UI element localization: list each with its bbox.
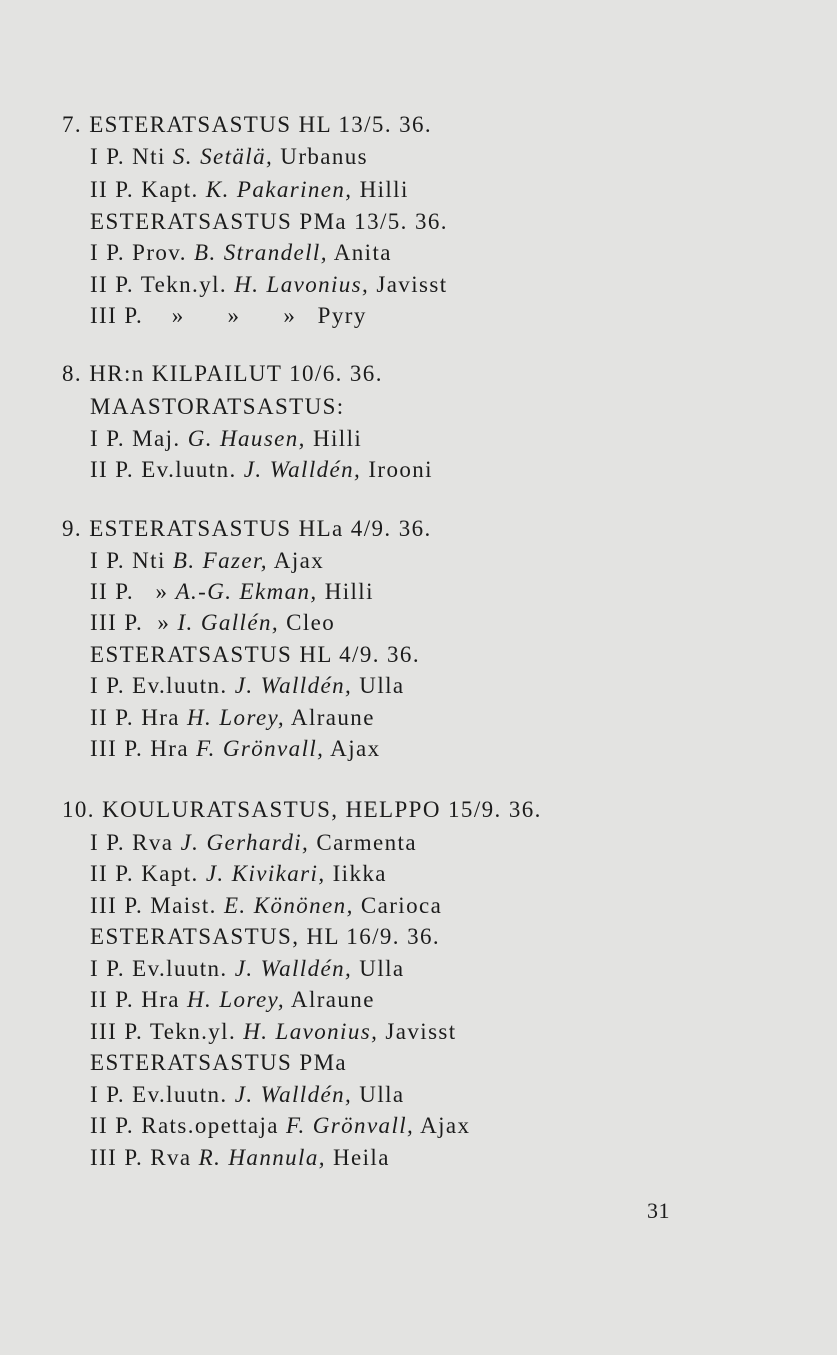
result-line (90, 208, 448, 236)
result-line (90, 578, 374, 606)
rider-name: B. Fazer, (172, 548, 268, 573)
rider-name: H. Lorey, (187, 705, 286, 730)
line-text: I P. Nti (90, 144, 173, 169)
result-line (90, 302, 367, 330)
result-line (90, 923, 440, 951)
rider-name: J. Kivikari, (205, 861, 326, 886)
rider-name: F. Grönvall, (286, 1113, 415, 1138)
rider-name: H. Lavonius, (234, 272, 370, 297)
rider-name: K. Pakarinen, (205, 177, 353, 202)
rider-name: E. Könönen, (223, 893, 354, 918)
result-line (90, 672, 405, 700)
line-text: III P. Rva (90, 1145, 199, 1170)
rider-name: S. Setälä, (172, 144, 274, 169)
line-text: 9. ESTERATSASTUS HLa 4/9. 36. (62, 516, 432, 541)
horse-name: Hilli (317, 579, 374, 604)
rider-name: B. Strandell, (194, 240, 328, 265)
horse-name: Alraune (285, 705, 375, 730)
result-line (90, 735, 381, 763)
line-text: ESTERATSASTUS PMa (90, 1050, 348, 1075)
line-text: 10. KOULURATSASTUS, HELPPO 15/9. 36. (62, 797, 542, 822)
line-text: II P. Rats.opettaja (90, 1113, 286, 1138)
rider-name: H. Lorey, (187, 987, 286, 1012)
horse-name: Ulla (352, 956, 405, 981)
line-text: I P. Ev.luutn. (90, 673, 235, 698)
line-text: II P. Kapt. (90, 177, 206, 202)
result-line (90, 239, 392, 267)
line-text: III P. Tekn.yl. (90, 1019, 244, 1044)
result-line (90, 1144, 390, 1172)
result-line (90, 1081, 405, 1109)
result-line (90, 271, 448, 299)
result-line (90, 176, 409, 204)
result-line (90, 425, 362, 453)
rider-name: H. Lavonius, (243, 1019, 379, 1044)
rider-name: G. Hausen, (187, 426, 306, 451)
result-line (90, 704, 375, 732)
horse-name: Javisst (378, 1019, 457, 1044)
line-text: II P. Tekn.yl. (90, 272, 235, 297)
line-text: I P. Nti (90, 548, 173, 573)
line-text: ESTERATSASTUS PMa 13/5. 36. (90, 209, 448, 234)
result-line (90, 609, 335, 637)
line-text: 7. ESTERATSASTUS HL 13/5. 36. (62, 112, 433, 137)
horse-name: Ajax (324, 736, 381, 761)
line-text: ESTERATSASTUS HL 4/9. 36. (90, 642, 420, 667)
line-text: I P. Prov. (90, 240, 195, 265)
horse-name: Ulla (352, 673, 405, 698)
horse-name: Anita (327, 240, 392, 265)
horse-name: Hilli (305, 426, 363, 451)
line-text: MAASTORATSASTUS: (90, 394, 345, 419)
rider-name: F. Grönvall, (196, 736, 325, 761)
line-text: III P. » (90, 610, 178, 635)
section-heading (62, 796, 542, 824)
result-line (90, 1112, 470, 1140)
line-text: I P. Ev.luutn. (90, 1082, 235, 1107)
result-line (90, 892, 442, 920)
horse-name: Ajax (267, 548, 325, 573)
rider-name: R. Hannula, (198, 1145, 326, 1170)
line-text: II P. Ev.luutn. (90, 457, 244, 482)
result-line (90, 1018, 457, 1046)
rider-name: A.-G. Ekman, (175, 579, 318, 604)
rider-name: I. Gallén, (177, 610, 279, 635)
result-line (90, 1049, 347, 1077)
horse-name: Carmenta (309, 830, 417, 855)
rider-name: J. Walldén, (243, 457, 362, 482)
horse-name: Javisst (369, 272, 448, 297)
section-heading (62, 111, 432, 139)
rider-name: J. Walldén, (234, 956, 353, 981)
horse-name: Hilli (352, 177, 409, 202)
horse-name: Ajax (414, 1113, 471, 1138)
horse-name: Cleo (279, 610, 336, 635)
horse-name: Ulla (352, 1082, 405, 1107)
line-text: II P. Hra (90, 705, 188, 730)
horse-name: Irooni (361, 457, 433, 482)
line-text: I P. Ev.luutn. (90, 956, 235, 981)
line-text: 8. HR:n KILPAILUT 10/6. 36. (62, 361, 383, 386)
line-text: I P. Rva (90, 830, 181, 855)
rider-name: J. Gerhardi, (180, 830, 310, 855)
horse-name: Heila (325, 1145, 390, 1170)
horse-name: Carioca (353, 893, 443, 918)
line-text: II P. » (90, 579, 176, 604)
horse-name: Alraune (285, 987, 375, 1012)
result-line (90, 143, 368, 171)
result-line (90, 393, 345, 421)
line-text: II P. Hra (90, 987, 188, 1012)
line-text: II P. Kapt. (90, 861, 206, 886)
rider-name: J. Walldén, (234, 1082, 353, 1107)
horse-name: Iikka (325, 861, 387, 886)
line-text: III P. » » » Pyry (90, 303, 367, 328)
result-line (90, 456, 433, 484)
rider-name: J. Walldén, (234, 673, 353, 698)
result-line (90, 955, 405, 983)
result-line (90, 547, 324, 575)
section-heading (62, 515, 432, 543)
result-line (90, 986, 375, 1014)
line-text: I P. Maj. (90, 426, 188, 451)
result-line (90, 860, 387, 888)
line-text: ESTERATSASTUS, HL 16/9. 36. (90, 924, 441, 949)
line-text: III P. Hra (90, 736, 197, 761)
horse-name: Urbanus (273, 144, 369, 169)
page-number: 31 (647, 1198, 670, 1223)
line-text: III P. Maist. (90, 893, 224, 918)
section-heading (62, 360, 383, 388)
result-line (90, 829, 417, 857)
result-line (90, 641, 420, 669)
